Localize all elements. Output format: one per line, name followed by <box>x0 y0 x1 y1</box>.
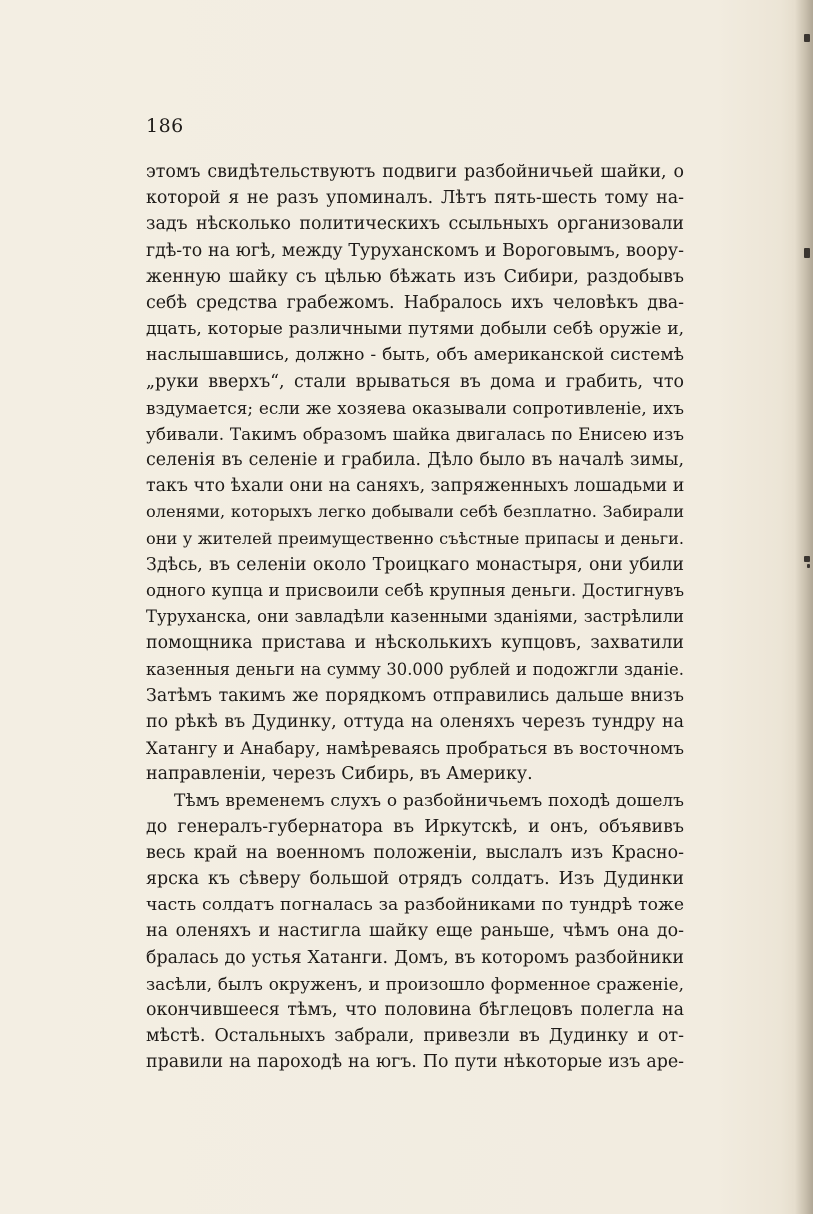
text-line: Хатангу и Анабару, намѣреваясь пробраться въ восточномъ <box>146 738 684 759</box>
edge-mark <box>804 34 810 42</box>
text-line: часть солдатъ погналась за разбойниками по тундрѣ тоже <box>146 895 684 916</box>
text-line: до генералъ-губернатора въ Иркутскѣ, и онъ, объявивъ <box>146 816 684 837</box>
text-line: правили на пароходѣ на югъ. По пути нѣкоторые изъ аре- <box>146 1052 684 1073</box>
text-line: бралась до устья Хатанги. Домъ, въ которомъ разбойники <box>146 947 684 968</box>
text-line: Здѣсь, въ селеніи около Троицкаго монастыря, они убили <box>146 554 684 575</box>
text-line: оленями, которыхъ легко добывали себѣ безплатно. Забирали <box>146 502 684 522</box>
text-line: мѣстѣ. Остальныхъ забрали, привезли въ Дудинку и от- <box>146 1026 684 1047</box>
text-line: помощника пристава и нѣсколькихъ купцовъ, захватили <box>146 633 684 654</box>
text-line: засѣли, былъ окруженъ, и произошло форменное сраженіе, <box>146 973 684 994</box>
text-line: наслышавшись, должно - быть, объ американской системѣ <box>146 345 684 366</box>
text-line: направленіи, черезъ Сибирь, въ Америку. <box>146 764 533 785</box>
text-line: окончившееся тѣмъ, что половина бѣглецовъ полегла на <box>146 1000 684 1020</box>
page-number: 186 <box>146 115 184 137</box>
text-line: по рѣкѣ въ Дудинку, оттуда на оленяхъ черезъ тундру на <box>146 711 684 732</box>
edge-mark <box>807 564 810 568</box>
text-line: женную шайку съ цѣлью бѣжать изъ Сибири, раздобывъ <box>146 266 684 287</box>
text-line: гдѣ-то на югѣ, между Туруханскомъ и Вороговымъ, вооpу- <box>146 240 684 261</box>
text-line: которой я не разъ упоминалъ. Лѣтъ пять-шесть тому на- <box>146 188 684 209</box>
text-line: одного купца и присвоили себѣ крупныя деньги. Достигнувъ <box>146 581 684 600</box>
text-line: задъ нѣсколько политическихъ ссыльныхъ организовали <box>146 214 684 235</box>
text-line: ярска къ сѣверу большой отрядъ солдатъ. Изъ Дудинки <box>146 869 684 890</box>
text-line: селенія въ селеніе и грабила. Дѣло было въ началѣ зимы, <box>146 450 684 471</box>
page-edge-shadow <box>795 0 813 1214</box>
text-line: убивали. Такимъ образомъ шайка двигалась по Енисею изъ <box>146 423 684 444</box>
text-line: Затѣмъ такимъ же порядкомъ отправились дальше внизъ <box>146 685 684 706</box>
text-line: такъ что ѣхали они на саняхъ, запряженныхъ лошадьми и <box>146 476 685 497</box>
text-line: Тѣмъ временемъ слухъ о разбойничьемъ походѣ дошелъ <box>174 790 684 811</box>
text-line: весь край на военномъ положеніи, выслалъ изъ Красно- <box>146 842 684 863</box>
text-line: Туруханска, они завладѣли казенными зданіями, застрѣлили <box>146 607 684 627</box>
text-line: дцать, которые различными путями добыли себѣ оружіе и, <box>146 319 684 340</box>
text-line: себѣ средства грабежомъ. Набралось ихъ человѣкъ два- <box>146 292 684 313</box>
text-line: казенныя деньги на сумму 30.000 рублей и подожгли зданіе. <box>146 659 684 679</box>
text-line: на оленяхъ и настигла шайку еще раньше, чѣмъ она до- <box>146 921 684 942</box>
text-line: „руки вверхъ“, стали врываться въ дома и грабить, что <box>146 371 684 392</box>
text-line: они у жителей преимущественно съѣстные припасы и деньги. <box>146 528 684 548</box>
edge-mark <box>804 248 810 258</box>
edge-mark <box>804 556 810 562</box>
body-text <box>146 159 684 1076</box>
text-line: этомъ свидѣтельствуютъ подвиги разбойничьей шайки, о <box>146 162 684 182</box>
text-line: вздумается; если же хозяева оказывали сопротивленіе, ихъ <box>146 397 684 418</box>
